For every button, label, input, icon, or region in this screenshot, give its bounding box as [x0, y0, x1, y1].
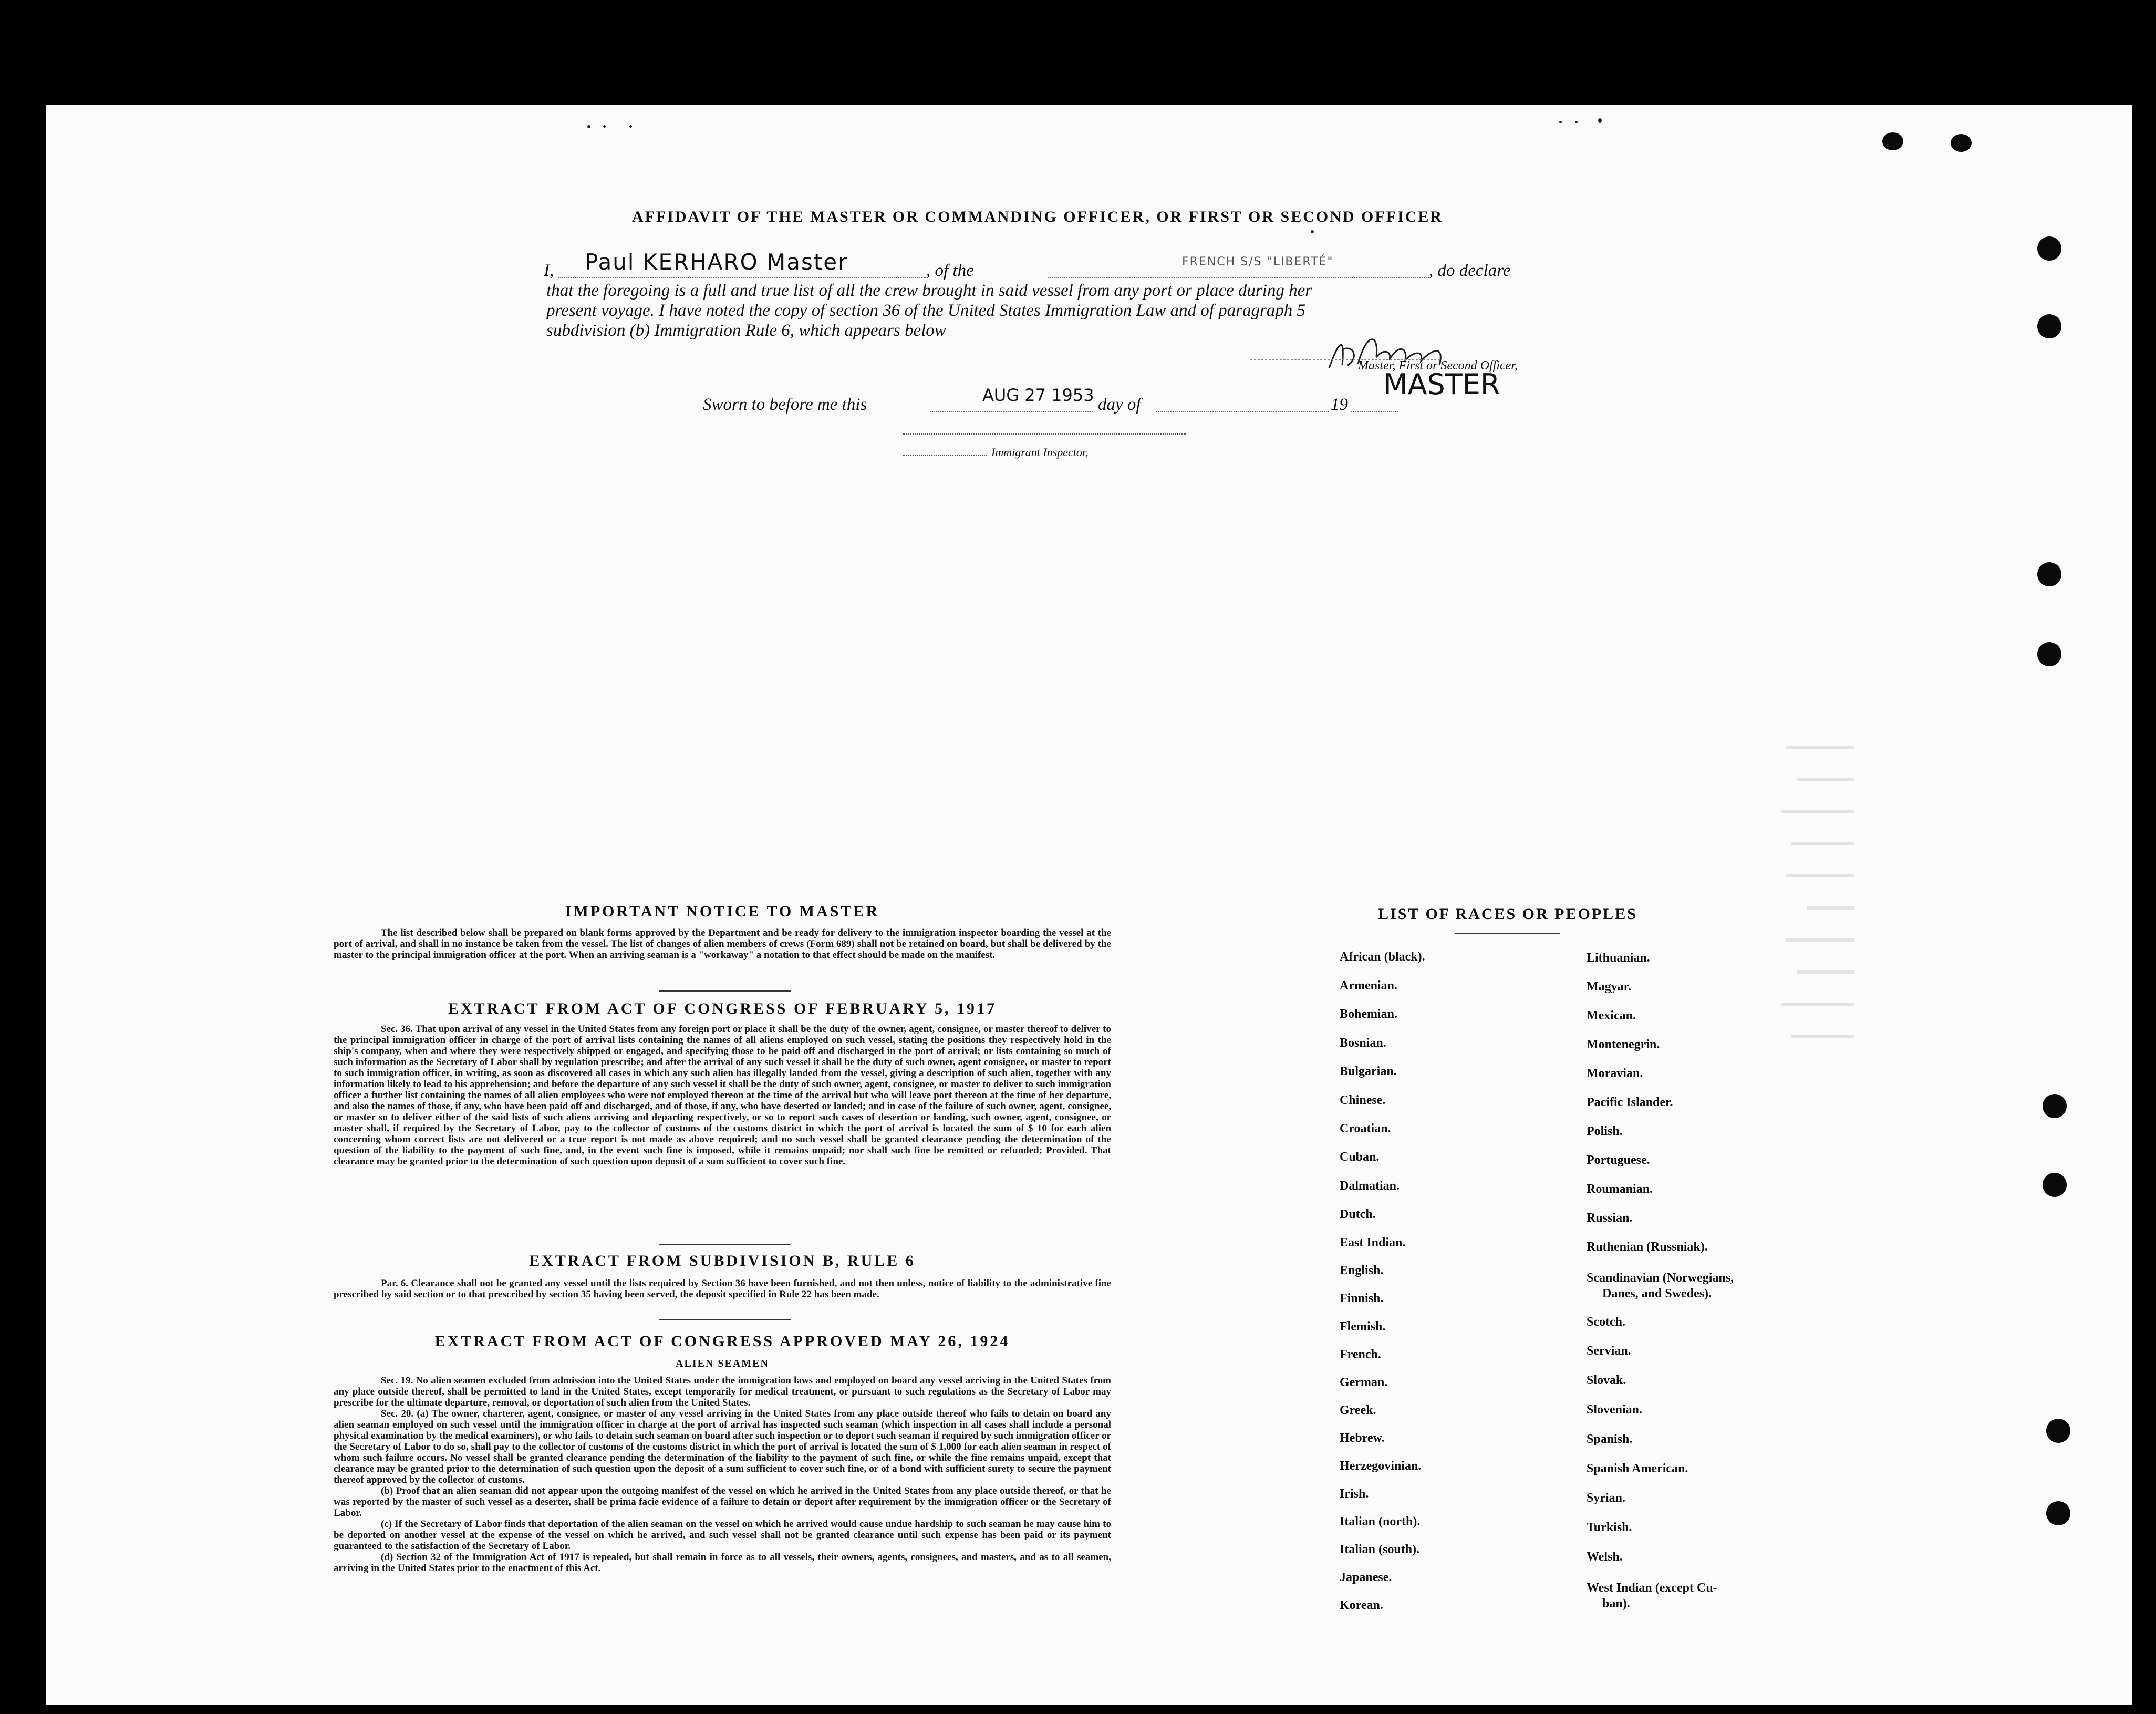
races-divider	[1455, 933, 1560, 934]
extract-2-text: Par. 6. Clearance shall not be granted any vessel until the lists required by Section 36 have been furnished, and not then unless, notice of liability to the administrative fine prescribed by said section or to that prescribed by section 35 having been served, the deposit specified in Rule 22 has been made.	[334, 1278, 1111, 1300]
i-label: I,	[544, 261, 554, 280]
race-item: Hebrew.	[1340, 1431, 1385, 1445]
punch-hole	[2037, 642, 2061, 666]
sworn-label: Sworn to before me this	[703, 395, 867, 414]
notice-intro: The list described below shall be prepared on blank forms approved by the Department and be ready for delivery to the immigration inspector boarding the vessel at the port of arrival, and shall in no instance be taken from the vessel. The list of changes of alien members of crews (Form 689) shall not be retained on board, but shall be delivered by the master to the principal immigration officer at the port. When an arriving seaman is a "workaway" a notation to that effect should be made on the manifest.	[334, 927, 1111, 961]
race-item: Moravian.	[1587, 1067, 1643, 1080]
race-item: Flemish.	[1340, 1320, 1386, 1334]
inspector-label: Immigrant Inspector,	[991, 446, 1089, 459]
extract-1-text: Sec. 36. That upon arrival of any vessel in the United States from any foreign port or place it shall be the duty of the owner, agent, consignee, or master thereof to deliver to the principal immigration officer in charge of the port of arrival lists containing the names of all aliens employed on such vessel, stating the positions they respectively hold in the ship's company, when and where they were respectively shipped or engaged, and specifying those to be paid off and discharged in the port of arrival; or lists containing so much of such information as the Secretary of Labor shall by regulation prescribe; and after the arrival of any such vessel it shall be the duty of such owner, agent consignee, or master to report to such immigration officer, in writing, as soon as discovered all cases in which any such alien has illegally landed from the vessel, giving a description of such alien, together with any information likely to lead to his apprehension; and before the departure of any such vessel it shall be the duty of such owner, agent, consignee, or master to deliver to such immigration officer a further list containing the names of all alien employees who were not employed thereon at the time of the arrival but who will leave port thereon at the time of her departure, and also the names of those, if any, who have been paid off and discharged, and of those, if any, who have deserted or landed; and in case of the failure of such owner, agent, consignee, or master so to deliver either of the said lists of such aliens arriving and departing respectively, or so to report such cases of desertion or landing, such owner, agent, consignee, or master shall, if required by the Secretary of Labor, pay to the collector of customs of the customs district in which the port of arrival is located the sum of $ 10 for each alien concerning whom correct lists are not delivered or a true report is not made as above required; and no such vessel shall be granted clearance pending the determination of the question of the liability to the payment of such fine, and, in the event such fine is imposed, while it remains unpaid; nor shall such fine be remitted or refunded; Provided. That clearance may be granted prior to the determination of such question upon deposit of a sum sufficient to cover such fine.	[334, 1024, 1111, 1167]
declaration-line-3: subdivision (b) Immigration Rule 6, which appears below	[546, 321, 946, 340]
race-item: Dutch.	[1340, 1207, 1376, 1221]
race-item: Polish.	[1587, 1124, 1623, 1138]
race-item: English.	[1340, 1264, 1384, 1277]
race-item: Bulgarian.	[1340, 1065, 1397, 1078]
race-item: Servian.	[1587, 1344, 1631, 1358]
master-name: Paul KERHARO Master	[585, 249, 848, 275]
race-item: Finnish.	[1340, 1292, 1384, 1305]
section-20c: (c) If the Secretary of Labor finds that deportation of the alien seaman on the vessel on which he arrived would cause undue hardship to such seaman he may cause him to be deported on another vessel at the expense of the vessel on which he arrived, and such vessel shall not be granted clearance until such expense has been paid or its payment guaranteed to the satisfaction of the Secretary of Labor.	[334, 1519, 1111, 1552]
extract-1-heading: EXTRACT FROM ACT OF CONGRESS OF FEBRUARY 5, 1917	[448, 1000, 997, 1017]
race-item: Croatian.	[1340, 1122, 1391, 1135]
scan-speck	[1559, 121, 1562, 123]
section-20d: (d) Section 32 of the Immigration Act of 1917 is repealed, but shall remain in force as to all vessels, their owners, agents, consignees, and masters, and as to all seamen, arriving in the United States prior to the enactment of this Act.	[334, 1552, 1111, 1574]
race-item: Bosnian.	[1340, 1036, 1386, 1050]
extract-2-heading: EXTRACT FROM SUBDIVISION B, RULE 6	[529, 1252, 916, 1269]
divider	[659, 990, 791, 992]
scan-speck	[1575, 121, 1578, 123]
race-item: Cuban.	[1340, 1150, 1380, 1164]
master-rank-stamp: MASTER	[1383, 368, 1500, 401]
punch-hole	[2037, 314, 2061, 338]
race-item: Slovak.	[1587, 1374, 1626, 1387]
race-item: Magyar.	[1587, 980, 1632, 994]
month-line	[1156, 411, 1329, 412]
punch-hole	[1951, 134, 1972, 152]
race-item: Italian (south).	[1340, 1543, 1420, 1556]
race-item: Roumanian.	[1587, 1182, 1653, 1196]
extract-3-body	[334, 1375, 1111, 1574]
race-item: Syrian.	[1587, 1491, 1626, 1505]
bleed-through-marks	[1776, 746, 1870, 1566]
race-item: Spanish.	[1587, 1432, 1633, 1446]
punch-hole	[2043, 1094, 2067, 1118]
race-item: Slovenian.	[1587, 1403, 1643, 1417]
race-item: Russian.	[1587, 1211, 1633, 1225]
punch-hole	[2043, 1173, 2067, 1197]
of-label: , of the	[926, 261, 974, 280]
punch-hole	[2046, 1419, 2070, 1443]
scan-speck	[1598, 118, 1602, 123]
races-heading: LIST OF RACES OR PEOPLES	[1378, 905, 1637, 923]
inspector-signature-line	[903, 433, 1186, 435]
punch-hole	[2046, 1501, 2070, 1525]
race-item: Scotch.	[1587, 1315, 1625, 1329]
race-item: Italian (north).	[1340, 1515, 1421, 1529]
vessel-name-line	[1048, 277, 1429, 278]
section-20a: Sec. 20. (a) The owner, charterer, agent, consignee, or master of any vessel arriving in the United States from any place outside thereof who fails to detain on board any alien seaman employed on such vessel until the immigration officer in charge at the port of arrival has inspected such seaman (which inspection in all cases shall include a personal physical examination by the medical examiners), or who fails to detain such seaman on board after such inspection or to deport such seaman if required by such immigration officer or the Secretary of Labor to do so, shall pay to the collector of customs of the customs district in which the port of arrival is located the sum of $ 1,000 for each alien seaman in respect of whom such failure occurs. No vessel shall be granted clearance pending the determination of the liability to the payment of such fine, or while the fine remains unpaid, except that clearance may be granted prior to the determination of such question upon the deposit of a sum sufficient to cover such fine, or of a bond with sufficient surety to secure the payment thereof approved by the collector of customs.	[334, 1408, 1111, 1485]
race-item: Bohemian.	[1340, 1007, 1398, 1021]
section-19: Sec. 19. No alien seamen excluded from admission into the United States under the immigration laws and employed on board any vessel arriving in the United States from any place outside thereof, shall be permitted to land in the United States, except temporarily for medical treatment, or pursuant to such regulations as the Secretary of Labor may prescribe for the ultimate departure, removal, or deportation of such alien from the United States.	[334, 1375, 1111, 1408]
race-item: East Indian.	[1340, 1236, 1406, 1250]
race-item: Chinese.	[1340, 1093, 1386, 1107]
notice-heading: IMPORTANT NOTICE TO MASTER	[565, 903, 880, 920]
punch-hole	[2037, 562, 2061, 586]
scan-speck	[587, 125, 590, 128]
divider	[659, 1244, 791, 1245]
scan-speck	[603, 125, 606, 128]
scan-speck	[629, 125, 632, 128]
section-20b: (b) Proof that an alien seaman did not appear upon the outgoing manifest of the vessel on which he arrived in the United States from any place outside thereof, or that he was reported by the master of such vessel as a deserter, shall be prima facie evidence of a failure to detain or deport after requirement by the immigration officer or the Secretary of Labor.	[334, 1485, 1111, 1519]
race-item: Greek.	[1340, 1403, 1376, 1417]
scan-speck	[1311, 230, 1314, 233]
race-item: ban).	[1602, 1597, 1630, 1610]
year-prefix: 19	[1331, 395, 1348, 414]
race-item: Armenian.	[1340, 979, 1397, 993]
race-item: Herzegovinian.	[1340, 1459, 1422, 1473]
race-item: Pacific Islander.	[1587, 1096, 1673, 1109]
race-item: African (black).	[1340, 950, 1425, 964]
year-line	[1351, 411, 1398, 412]
race-item: Turkish.	[1587, 1521, 1632, 1534]
race-item: Irish.	[1340, 1487, 1369, 1501]
race-item: Montenegrin.	[1587, 1038, 1660, 1051]
race-item: Dalmatian.	[1340, 1179, 1400, 1193]
race-item: Welsh.	[1587, 1550, 1623, 1564]
inspector-line-2	[903, 455, 987, 456]
race-item: Mexican.	[1587, 1009, 1636, 1023]
race-item: Ruthenian (Russniak).	[1587, 1240, 1708, 1254]
extract-3-heading: EXTRACT FROM ACT OF CONGRESS APPROVED MAY 26, 1924	[434, 1333, 1010, 1350]
race-item: West Indian (except Cu-	[1587, 1581, 1717, 1595]
race-item: Scandinavian (Norwegians,	[1587, 1271, 1734, 1285]
affidavit-title: AFFIDAVIT OF THE MASTER OR COMMANDING OFFICER, OR FIRST OR SECOND OFFICER	[631, 208, 1444, 225]
declaration-line-1: that the foregoing is a full and true list of all the crew brought in said vessel from any port or place during her	[546, 281, 1312, 300]
punch-hole	[2037, 236, 2061, 261]
vessel-name: FRENCH S/S "LIBERTÉ"	[1182, 255, 1334, 269]
race-item: French.	[1340, 1348, 1381, 1361]
extract-3-subheading: ALIEN SEAMEN	[676, 1358, 769, 1369]
sworn-date-line	[930, 411, 1093, 412]
race-item: Portuguese.	[1587, 1153, 1650, 1167]
punch-hole	[1882, 132, 1903, 150]
race-item: Japanese.	[1340, 1571, 1392, 1584]
signature-label: Master, First or Second Officer,	[1358, 359, 1518, 373]
master-name-line	[558, 277, 926, 278]
race-item: Lithuanian.	[1587, 951, 1650, 965]
race-item: Korean.	[1340, 1598, 1383, 1612]
do-declare: , do declare	[1429, 261, 1511, 280]
declaration-line-2: present voyage. I have noted the copy of section 36 of the United States Immigration Law and of paragraph 5	[546, 301, 1306, 320]
race-item: Danes, and Swedes).	[1602, 1287, 1712, 1300]
sworn-date-stamp: AUG 27 1953	[982, 385, 1094, 405]
day-of-label: day of	[1098, 395, 1141, 414]
divider	[659, 1319, 791, 1320]
race-item: German.	[1340, 1376, 1388, 1389]
race-item: Spanish American.	[1587, 1462, 1688, 1475]
